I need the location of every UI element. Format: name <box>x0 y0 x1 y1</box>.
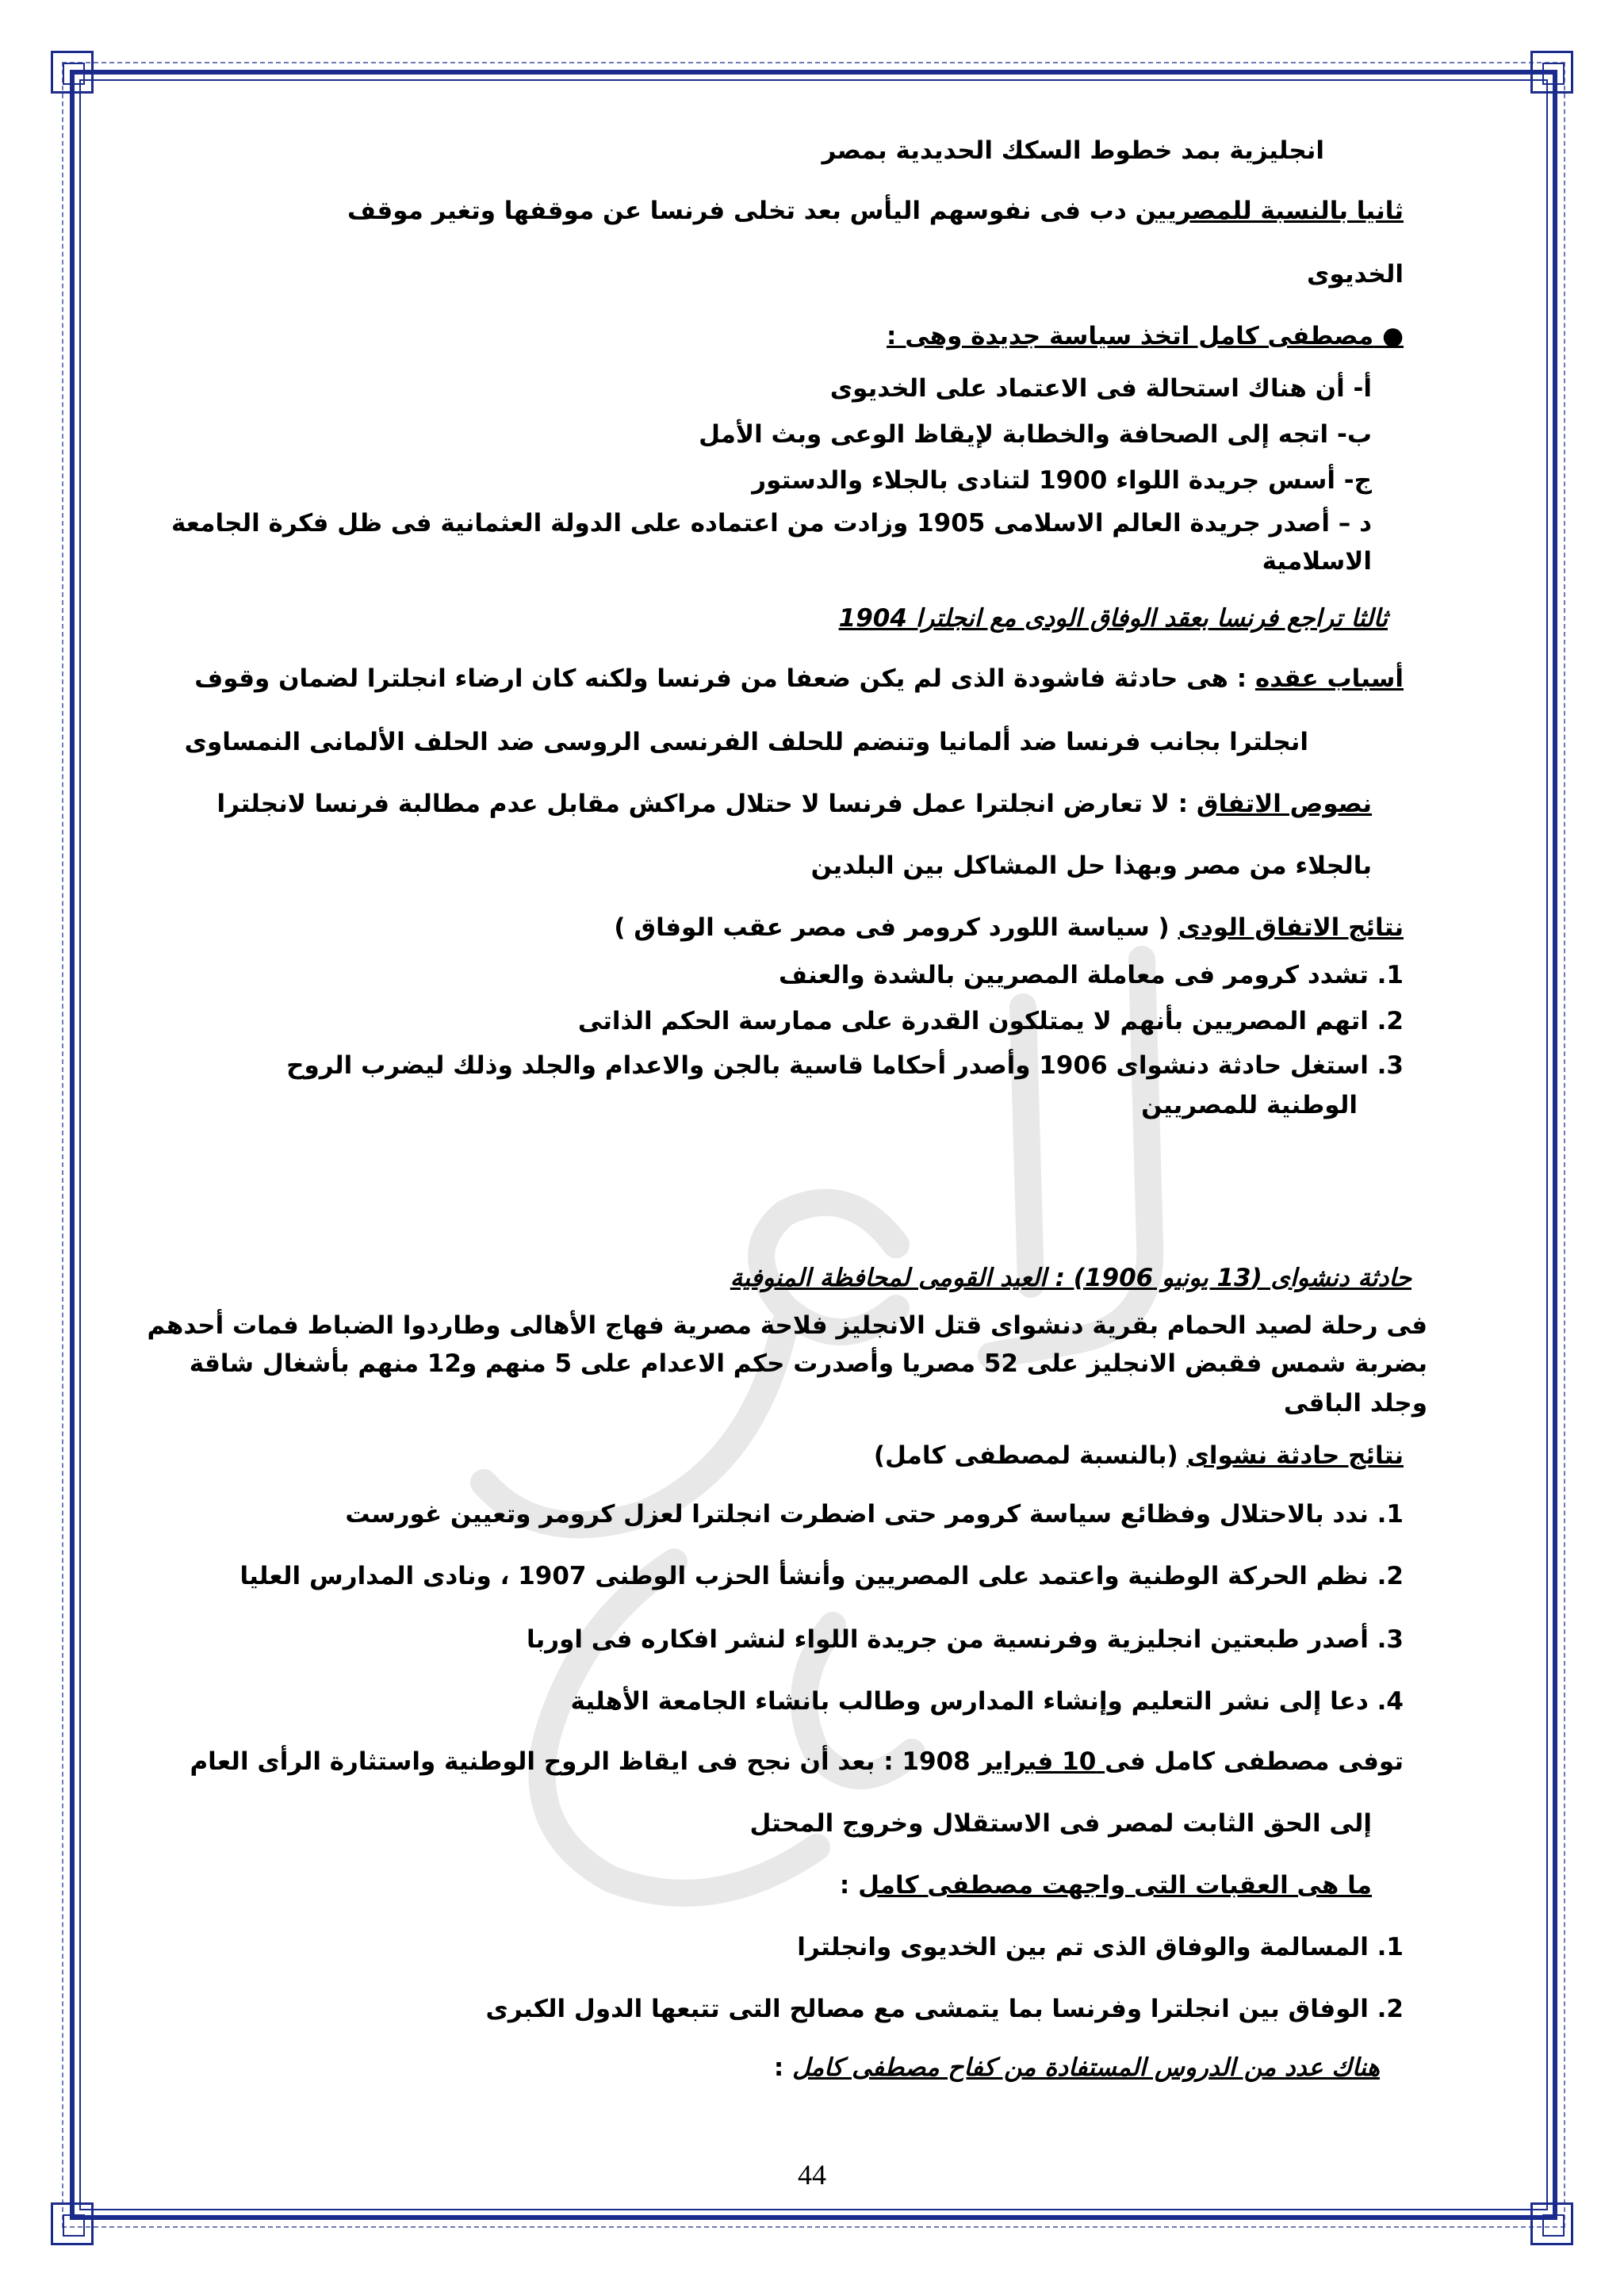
section-heading: حادثة دنشواى (13 يونيو 1906) : العيد القومى لمحافظة المنوفية <box>730 1264 1411 1292</box>
text-line: ب- اتجه إلى الصحافة والخطابة لإيقاظ الوعى وبث الأمل <box>699 420 1372 449</box>
list-item: 3. استغل حادثة دنشواى 1906 وأصدر أحكاما قاسية بالجن والاعدام والجلد وذلك ليضرب الروح <box>286 1051 1404 1080</box>
list-item: 1. المسالمة والوفاق الذى تم بين الخديوى وانجلترا <box>797 1933 1404 1961</box>
text-line <box>840 1869 1372 1903</box>
subheading: ما هى العقبات التى واجهت مصطفى كامل <box>858 1871 1372 1900</box>
text-line: الخديوى <box>1306 260 1404 289</box>
text-line: إلى الحق الثابت لمصر فى الاستقلال وخروج المحتل <box>749 1809 1372 1838</box>
text-line <box>217 788 1372 821</box>
text-line: انجلترا بجانب فرنسا ضد ألمانيا وتنضم للحلف الفرنسى الروسى ضد الحلف الألمانى النمساوى <box>184 728 1308 756</box>
bullet-heading <box>887 320 1404 354</box>
list-item: 2. اتهم المصريين بأنهم لا يمتلكون القدرة على ممارسة الحكم الذاتى <box>577 1007 1404 1035</box>
text-span: ( سياسة اللورد كرومر فى مصر عقب الوفاق ) <box>614 913 1178 942</box>
text-line: انجليزية بمد خطوط السكك الحديدية بمصر <box>822 136 1324 165</box>
text-line: الاسلامية <box>1262 547 1372 576</box>
subheading: ثانيا بالنسبة للمصريين <box>1135 197 1404 225</box>
text-line: بضربة شمس فقبض الانجليز على 52 مصريا وأصدرت حكم الاعدام على 5 منهم و12 منهم بأشغال شاقة <box>189 1349 1427 1378</box>
text-span: : لا تعارض انجلترا عمل فرنسا لا حتلال مراكش مقابل عدم مطالبة فرنسا لانجلترا <box>216 790 1197 818</box>
subheading: نتائج حادثة نشواى <box>1186 1441 1404 1470</box>
text-line <box>874 1440 1404 1473</box>
corner-ornament-bottom-right <box>1530 2202 1573 2245</box>
text-line: د – أصدر جريدة العالم الاسلامى 1905 وزادت من اعتماده على الدولة العثمانية فى ظل فكرة الجامعة <box>170 509 1372 538</box>
text-span: توفى مصطفى كامل فى <box>1105 1747 1404 1776</box>
bullet-icon: ● <box>1373 322 1404 350</box>
text-span: : <box>839 1871 859 1900</box>
subheading: أسباب عقده <box>1254 664 1404 693</box>
date-span: 10 فبراير <box>979 1747 1105 1776</box>
corner-ornament-top-left <box>51 51 94 94</box>
list-item: 1. ندد بالاحتلال وفظائع سياسة كرومر حتى اضطرت انجلترا لعزل كرومر وتعيين غورست <box>345 1500 1404 1529</box>
text-line: فى رحلة لصيد الحمام بقرية دنشواى قتل الانجليز فلاحة مصرية فهاج الأهالى وطاردوا الضباط فمات أحدهم <box>147 1311 1427 1340</box>
list-item: 1. تشدد كرومر فى معاملة المصريين بالشدة والعنف <box>779 961 1404 989</box>
section-heading: ثالثا تراجع فرنسا بعقد الوفاق الودى مع انجلترا 1904 <box>838 604 1388 633</box>
text-span: : هى حادثة فاشودة الذى لم يكن ضعفا من فرنسا ولكنه كان ارضاء انجلترا لضمان وقوف <box>194 664 1255 693</box>
list-item: 2. نظم الحركة الوطنية واعتمد على المصريين وأنشأ الحزب الوطنى 1907 ، ونادى المدارس العليا <box>239 1562 1404 1590</box>
text-line: وجلد الباقى <box>1283 1389 1427 1418</box>
text-line <box>190 1746 1404 1779</box>
text-line <box>614 912 1404 945</box>
list-item: 3. أصدر طبعتين انجليزية وفرنسية من جريدة اللواء لنشر افكاره فى اوربا <box>526 1625 1404 1654</box>
text-span: دب فى نفوسهم اليأس بعد تخلى فرنسا عن موقفها وتغير موقف <box>347 197 1136 225</box>
subheading: هناك عدد من الدروس المستفادة من كفاح مصطفى كامل <box>792 2053 1380 2082</box>
text-line <box>774 2052 1380 2085</box>
list-item: 2. الوفاق بين انجلترا وفرنسا بما يتمشى مع مصالح التى تتبعها الدول الكبرى <box>485 1995 1404 2023</box>
page-number: 44 <box>798 2159 826 2191</box>
text-line: بالجلاء من مصر وبهذا حل المشاكل بين البلدين <box>810 851 1372 880</box>
list-item: 4. دعا إلى نشر التعليم وإنشاء المدارس وطالب بانشاء الجامعة الأهلية <box>570 1687 1404 1716</box>
corner-ornament-top-right <box>1530 51 1573 94</box>
subheading: نصوص الاتفاق <box>1196 790 1372 818</box>
text-span: مصطفى كامل اتخذ سياسة جديدة وهى : <box>887 322 1374 350</box>
text-span: 1908 : بعد أن نجح فى ايقاظ الروح الوطنية واستثارة الرأى العام <box>190 1747 979 1776</box>
text-line: ج- أسس جريدة اللواء 1900 لتنادى بالجلاء والدستور <box>752 466 1372 495</box>
text-span: (بالنسبة لمصطفى كامل) <box>873 1441 1187 1470</box>
subheading: نتائج الاتفاق الودى <box>1178 913 1404 942</box>
corner-ornament-bottom-left <box>51 2202 94 2245</box>
text-line <box>194 663 1404 696</box>
text-line <box>347 195 1404 228</box>
text-line: أ- أن هناك استحالة فى الاعتماد على الخديوى <box>829 374 1372 403</box>
text-line: الوطنية للمصريين <box>1141 1091 1358 1119</box>
text-span: : <box>773 2053 793 2082</box>
